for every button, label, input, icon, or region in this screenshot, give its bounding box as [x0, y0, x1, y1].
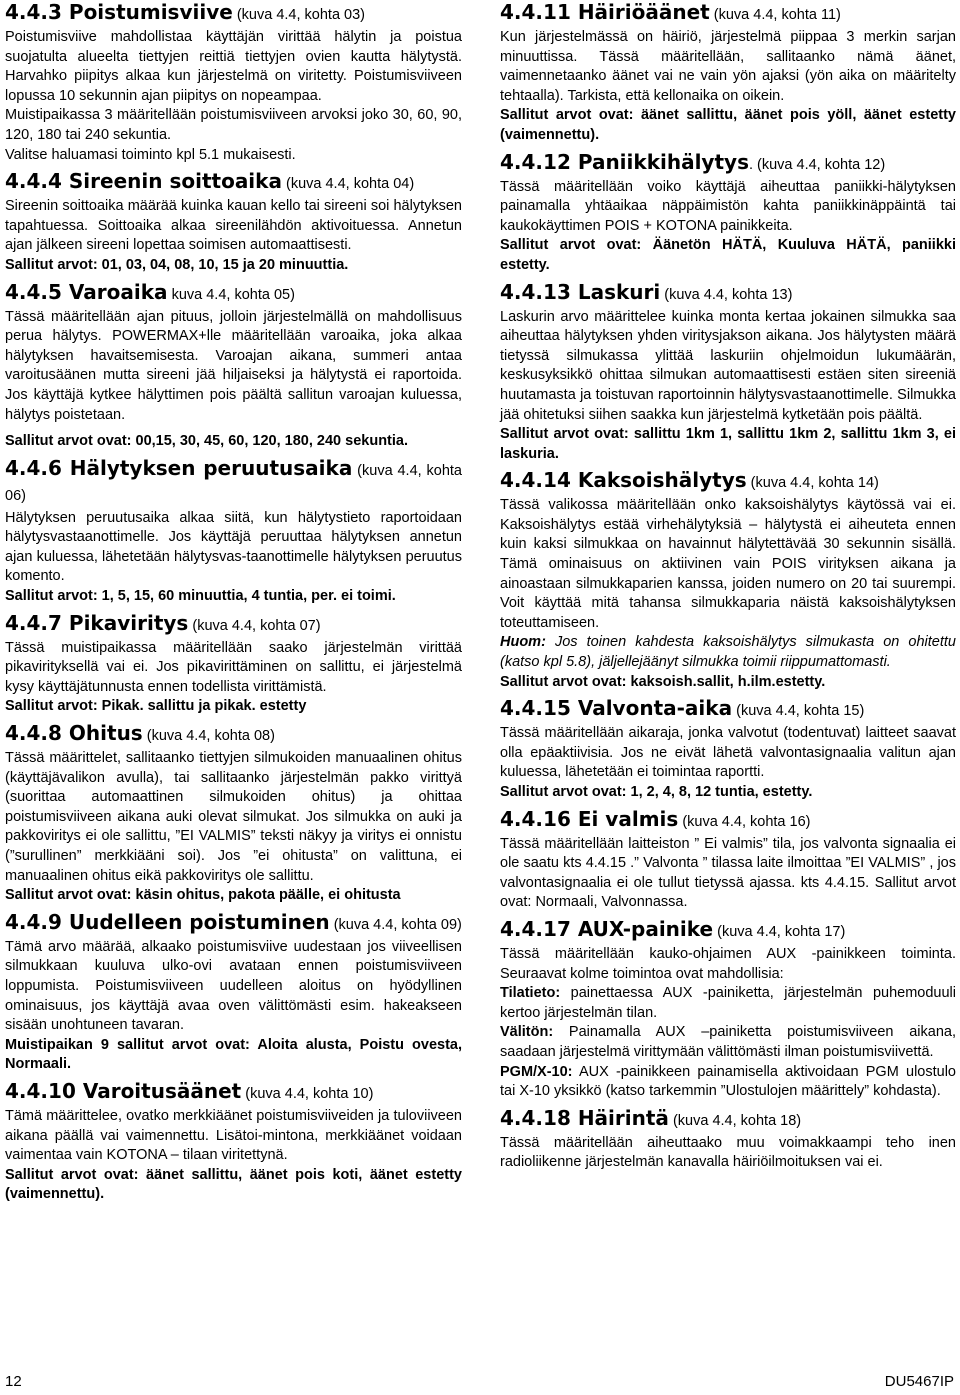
heading-title: 4.4.5 Varoaika [5, 279, 168, 304]
paragraph: Tässä määritellään kauko-ohjaimen AUX -painikkeen toiminta. Seuraavat kolme toimintoa ovat mahdollisia: [500, 945, 956, 982]
section-4-4-18 [500, 1106, 956, 1173]
section-heading [5, 0, 462, 28]
heading-title: 4.4.10 Varoitusäänet [5, 1078, 242, 1103]
allowed-values: Sallitut arvot ovat: äänet sallittu, äänet pois yöll, äänet estetty (vaimennettu). [500, 107, 956, 143]
section-4-4-14 [500, 468, 956, 692]
note-text: Jos toinen kahdesta kaksoishälytys silmukasta on ohitettu (katso kpl 5.8), jäljellejäänyt silmukka toimii riippumattomasti. [500, 634, 956, 671]
section-4-4-5 [5, 280, 462, 452]
paragraph: Laskurin arvo määrittelee kuinka monta kertaa jokainen silmukka saa aiheuttaa hälytyksen yhden viritysjakson aikana. Jos hälytysten määrä tietyssä silmukassa ylittää laskuriin ohjelmoidun lukumäärän, keskusyksikkö ohittaa silmukan automaattisesti estäen siten sireeniä huutamasta ja toistuvan raportoinnin hälytysvastaanottimelle. Silmukka jää ohitetuksi siihen saakka kun järjestelmä kytketään pois päältä. [500, 308, 956, 423]
section-4-4-13 [500, 280, 956, 465]
section-4-4-7 [5, 611, 462, 717]
section-heading [5, 721, 462, 749]
heading-title: 4.4.12 Paniikkihälytys [500, 149, 749, 174]
paragraph: Tässä määritellään ajan pituus, jolloin järjestelmällä on mahdollisuus perua hälytys. POWERMAX+lle määritellään varoaika, joka alkaa hälytyksen havaitsemisesta. Varoajan aikana, summeri antaa varoitusäänen mutta sireeni jää hiljaiseksi ja hälytystä ei raportoida. Jos käyttäjä kytkee hälyttimen pois päältä sallitun varoajan kuluessa, hälytys poistetaan. [5, 308, 462, 423]
option-text: painettaessa AUX -painiketta, järjestelmän puhemoduuli kertoo järjestelmän tilan. [500, 985, 956, 1021]
option-valiton [500, 1023, 956, 1062]
heading-title: 4.4.11 Häiriöäänet [500, 0, 710, 24]
heading-title: 4.4.7 Pikaviritys [5, 610, 189, 635]
allowed-values: Sallitut arvot ovat: sallittu 1km 1, sallittu 1km 2, sallittu 1km 3, ei laskuria. [500, 426, 956, 462]
section-heading [500, 150, 956, 178]
heading-ref: (kuva 4.4, kohta 09) [329, 916, 462, 933]
heading-ref: (kuva 4.4, kohta 03) [232, 7, 365, 23]
heading-ref: kuva 4.4, kohta 05) [167, 286, 295, 303]
paragraph: Hälytyksen peruutusaika alkaa siitä, kun hälytystieto raportoidaan hälytysvastaanottimelle. Jos käyttäjä peruuttaa hälytyksen annetun ajan kuluessa, lähetetään hälytysvas-taanottimelle hälytyksen peruutus komento. [5, 509, 462, 585]
heading-ref: (kuva 4.4, kohta 17) [713, 923, 846, 940]
heading-ref: (kuva 4.4, kohta 14) [746, 475, 879, 492]
heading-ref: (kuva 4.4, kohta 04) [281, 176, 415, 193]
left-column [5, 0, 462, 1205]
option-label: PGM/X-10: [500, 1063, 573, 1080]
section-4-4-3 [5, 0, 462, 165]
paragraph: Valitse haluamasi toiminto kpl 5.1 mukaisesti. [5, 146, 296, 163]
option-label: Välitön: [500, 1024, 554, 1041]
section-heading [5, 169, 462, 197]
heading-ref: (kuva 4.4, kohta 10) [241, 1085, 374, 1102]
heading-title: 4.4.15 Valvonta-aika [500, 696, 733, 721]
heading-ref: . (kuva 4.4, kohta 12) [748, 156, 886, 173]
heading-title: 4.4.14 Kaksoishälytys [500, 468, 747, 493]
section-heading [5, 280, 462, 308]
paragraph: Tässä valikossa määritellään onko kaksoishälytys käytössä vai ei. Kaksoishälytys estää virhehälytyksiä – hälytystä ei aiheuteta ennen kuin kaksi silmukkaa on havainnut hälytettävää 30 sekunnin sisällä. Tämä ominaisuus on aktiivinen vain POIS virityksen aikana ja ainoastaan silmukkaparien kanssa, joiden numero on 20 tai suurempi. Voit käyttää mitä tahansa silmukkaparia näistä kaksoishälytyksen toteuttamiseen. [500, 497, 956, 631]
option-label: Tilatieto: [500, 985, 561, 1002]
section-4-4-9 [5, 910, 462, 1075]
heading-ref: (kuva 4.4, kohta 08) [142, 728, 275, 745]
heading-title: 4.4.3 Poistumisviive [5, 0, 233, 24]
heading-ref: (kuva 4.4, kohta 06) [5, 462, 462, 504]
heading-ref: (kuva 4.4, kohta 07) [188, 617, 321, 634]
page-number: 12 [5, 1373, 22, 1390]
paragraph: Tässä määritellään aikaraja, jonka valvotut (todentuvat) laitteet saavat olla epäaktiivisia. Jos ne eivät lähetä valvontasignaalia valitun ajan kuluessa, lähetetään ei toimintaa raportti. [500, 725, 956, 781]
section-heading [500, 807, 956, 835]
allowed-values: Sallitut arvot: 01, 03, 04, 08, 10, 15 ja 20 minuuttia. [5, 256, 349, 273]
option-tilatieto [500, 984, 956, 1023]
paragraph: Tämä arvo määrää, alkaako poistumisviive uudestaan jos viiveellisen silmukkaan kuuluva ulko-ovi avataan ennen poistumisviiveen loppumista. Poistumisviiveen uudelleen aloitus on hyödyllinen ominaisuus, jos käyttäjä avaa oven välittömästi esim. hakeakseen sisään unohtuneen tavaran. [5, 938, 462, 1034]
option-text: Painamalla AUX –painiketta poistumisviiveen aikana, saadaan järjestelmä virittymään välittömästi ilman poistumisviivettä. [500, 1024, 956, 1060]
paragraph: Tässä määritellään aiheuttaako muu voimakkaampi teho inen radioliikenne järjestelmän kanavalla häiriöilmoituksen vai ei. [500, 1134, 956, 1171]
allowed-values: Sallitut arvot: 1, 5, 15, 60 minuuttia, 4 tuntia, per. ei toimi. [5, 588, 396, 605]
section-4-4-10 [5, 1079, 462, 1205]
section-4-4-15 [500, 696, 956, 802]
paragraph: Tässä määrittelet, sallitaanko tiettyjen silmukoiden manuaalinen ohitus (käyttäjävalikon avulla), tai sallitaanko järjestelmän pakko virittyä (suorittaa automaattinen silmukoiden ohitus) ja ohittaa poistumisviiveen aikana auki olevat silmukat. Jos silmukka on auki ja pakkoviritys ei ole sallittu, ”EI VALMIS” teksti näkyy ja viritys ei onnistu (”surullinen” merkkiääni soi). Jos ”ei ohitusta” on valittuna, ei manuaalinen ohitus eikä pakkoviritys ole sallittu. [5, 750, 462, 884]
option-pgm-x10 [500, 1063, 956, 1102]
paragraph: Sireenin soittoaika määrää kuinka kauan kello tai sireeni soi hälytyksen tapahtuessa. Soittoaika alkaa sireenilähdön aktivoituessa. Annetun ajan jälkeen sireeni lopettaa soimisen automaattisesti. [5, 198, 462, 254]
section-heading [500, 468, 956, 496]
allowed-values: Sallitut arvot ovat: käsin ohitus, pakota päälle, ei ohitusta [5, 887, 401, 904]
heading-ref: (kuva 4.4, kohta 16) [678, 813, 811, 830]
section-4-4-8 [5, 721, 462, 906]
heading-title: 4.4.9 Uudelleen poistuminen [5, 909, 330, 934]
section-heading [5, 456, 462, 509]
document-code: DU5467IP [884, 1373, 954, 1390]
heading-title: 4.4.17 AUX-painike [500, 916, 714, 941]
section-heading [500, 280, 956, 308]
allowed-values: Muistipaikan 9 sallitut arvot ovat: Aloita alusta, Poistu ovesta, Normaali. [5, 1036, 462, 1073]
heading-ref: (kuva 4.4, kohta 15) [732, 703, 865, 720]
allowed-values: Sallitut arvot: Pikak. sallittu ja pikak. estetty [5, 698, 307, 715]
heading-ref: (kuva 4.4, kohta 11) [709, 7, 841, 23]
allowed-values: Sallitut arvot ovat: 00,15, 30, 45, 60, 120, 180, 240 sekuntia. [5, 433, 408, 450]
section-4-4-12 [500, 150, 956, 276]
paragraph: Tämä määrittelee, ovatko merkkiäänet poistumisviiveiden ja tuloviiveen aikana päällä vai vaimennettu. Lisätoi-mintona, merkkiäänet voidaan vaimentaa vain KOTONA – tilaan viritettynä. [5, 1107, 462, 1164]
paragraph: Muistipaikassa 3 määritellään poistumisviiveen arvoksi joko 30, 60, 90, 120, 180 tai 240 sekuntia. [5, 107, 462, 143]
section-heading [5, 910, 462, 938]
paragraph: Tässä määritellään voiko käyttäjä aiheuttaa paniikki-hälytyksen painamalla yhtäaikaa näppäimistön kahta paniikkinäppäintä tai kaukokäyttimen POIS + KOTONA painikkeita. [500, 178, 956, 234]
allowed-values: Sallitut arvot ovat: 1, 2, 4, 8, 12 tuntia, estetty. [500, 784, 813, 800]
note-label: Huom: [500, 634, 546, 651]
section-heading [5, 1079, 462, 1107]
section-4-4-6 [5, 456, 462, 607]
heading-title: 4.4.8 Ohitus [5, 721, 143, 746]
section-heading [500, 696, 956, 724]
section-heading [500, 0, 956, 28]
heading-title: 4.4.4 Sireenin soittoaika [5, 169, 282, 194]
heading-title: 4.4.13 Laskuri [500, 279, 661, 304]
section-heading [500, 917, 956, 945]
section-4-4-17 [500, 917, 956, 1102]
heading-title: 4.4.18 Häirintä [500, 1105, 669, 1130]
section-4-4-4 [5, 169, 462, 275]
heading-ref: (kuva 4.4, kohta 18) [668, 1112, 802, 1129]
section-heading [5, 611, 462, 639]
heading-ref: (kuva 4.4, kohta 13) [660, 286, 793, 303]
allowed-values: Sallitut arvot ovat: Äänetön HÄTÄ, Kuuluva HÄTÄ, paniikki estetty. [500, 237, 956, 273]
heading-title: 4.4.6 Hälytyksen peruutusaika [5, 455, 353, 480]
paragraph: Tässä määritellään laitteiston ” Ei valmis” tila, jos valvonta signaalia ei ole saatu kts 4.4.15 .” Valvonta ” tilassa laite ilmoittaa ”EI VALMIS” , jos valvontasignaalia ei ole tullut tietyssä ajassa. kts 4.4.15. Sallitut arvot ovat: Normaali, Valvonnassa. [500, 835, 956, 911]
heading-title: 4.4.16 Ei valmis [500, 806, 679, 831]
note-paragraph [500, 633, 956, 672]
allowed-values: Sallitut arvot ovat: kaksoish.sallit, h.ilm.estetty. [500, 673, 826, 690]
section-heading [500, 1106, 956, 1134]
right-column [500, 0, 956, 1173]
section-4-4-16 [500, 807, 956, 913]
paragraph: Tässä muistipaikassa määritellään saako järjestelmän virittää pikavirityksellä vai ei. Jos pikavirittäminen on sallittu, ei järjestelmä kysy käyttäjätunnusta ennen todellista virittämistä. [5, 639, 462, 695]
section-4-4-11 [500, 0, 956, 146]
paragraph: Poistumisviive mahdollistaa käyttäjän virittää hälytin ja poistua suojatulta alueelta tiettyjen reittiä tiettyjen ovien kautta hälytystä. Harvahko piipitys alkaa kun järjestelmä on viritetty. Poistumisviiveen lopussa 10 sekunnin ajan piipitys on nopeampaa. [5, 29, 462, 104]
paragraph: Kun järjestelmässä on häiriö, järjestelmä piippaa 3 merkin sarjan minuuttissa. Tässä määritellään, sallitaanko nämä äänet, vaimennetaanko äänet vai ne vain yön ajaksi (yön aika on määritelty tehtaalla). Tarkista, että kellonaika on oikein. [500, 29, 956, 104]
option-text: AUX -painikkeen painamisella aktivoidaan PGM ulostulo tai X-10 yksikkö (katso tarkemmin ”Ulostulojen määrittely” kohdasta). [500, 1063, 956, 1100]
allowed-values: Sallitut arvot ovat: äänet sallittu, äänet pois koti, äänet estetty (vaimennettu). [5, 1166, 462, 1203]
